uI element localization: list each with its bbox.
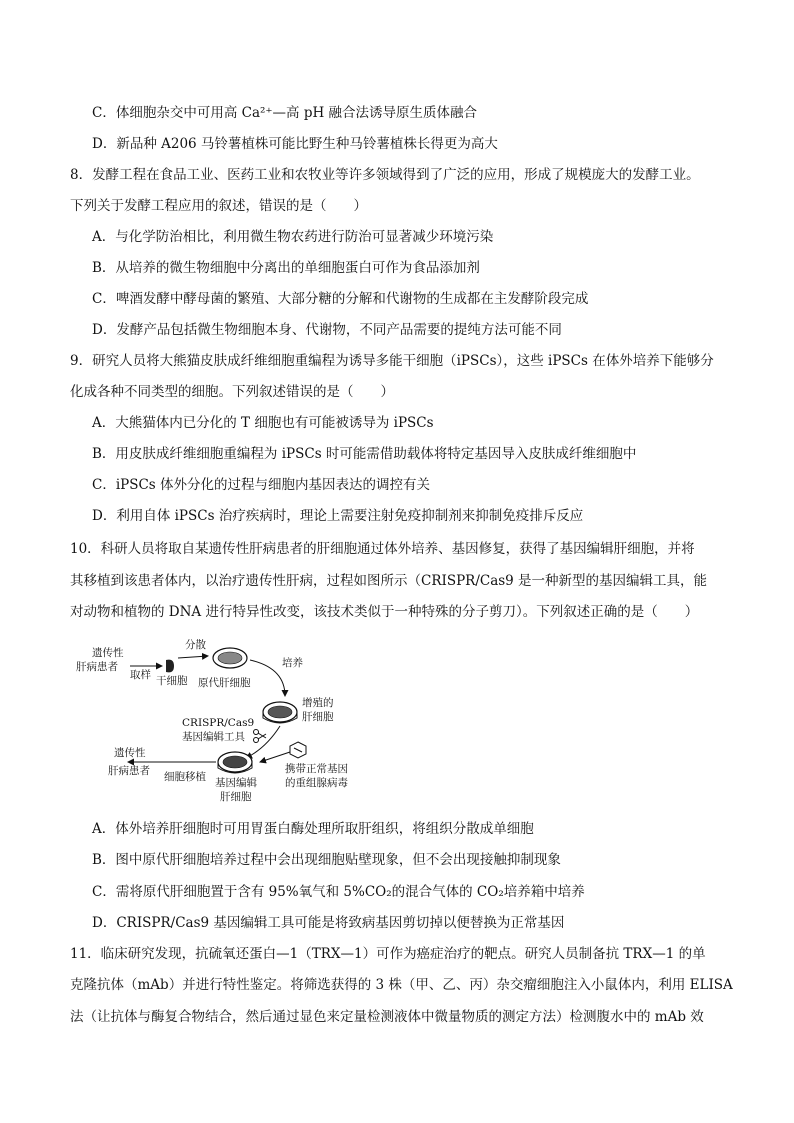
- label-patient-1a: 遗传性: [92, 647, 124, 659]
- label-culture: 培养: [282, 657, 303, 669]
- label-virus-b: 的重组腺病毒: [285, 777, 348, 789]
- label-patient-2b: 肝病患者: [108, 765, 150, 777]
- q7-option-c: C．体细胞杂交中可用高 Ca²⁺—高 pH 融合法诱导原生质体融合: [92, 105, 478, 121]
- q10-option-d: D．CRISPR/Cas9 基因编辑工具可能是将致病基因剪切掉以便替换为正常基因: [92, 915, 565, 931]
- label-proliferated-a: 增殖的: [302, 697, 334, 709]
- label-proliferated-b: 肝细胞: [302, 711, 334, 723]
- label-disperse: 分散: [185, 639, 206, 651]
- q8-option-a: A．与化学防治相比，利用微生物农药进行防治可显著减少环境污染: [92, 229, 494, 245]
- proliferated-cells-dish-icon: [263, 702, 297, 723]
- adenovirus-icon: [290, 742, 306, 758]
- q9-option-d: D．利用自体 iPSCs 治疗疾病时，理论上需要注射免疫抑制剂来抑制免疫排斥反应: [92, 508, 584, 524]
- q8-option-c: C．啤酒发酵中酵母菌的繁殖、大部分糖的分解和代谢物的生成都在主发酵阶段完成: [92, 291, 589, 307]
- q10-stem-line3: 对动物和植物的 DNA 进行特异性改变，该技术类似于一种特殊的分子剪刀）。下列叙述正确的是（ ）: [70, 604, 699, 620]
- q10-stem-line2: 其移植到该患者体内，以治疗遗传性肝病，过程如图所示（CRISPR/Cas9 是一种新型的基因编辑工具，能: [70, 573, 708, 589]
- label-patient-2a: 遗传性: [114, 747, 146, 759]
- scissors-icon: [254, 730, 267, 743]
- edited-cells-dish-icon: [218, 752, 252, 773]
- label-patient-1b: 肝病患者: [76, 661, 118, 673]
- label-crispr-b: 基因编辑工具: [182, 731, 245, 743]
- label-edited-b: 肝细胞: [220, 791, 252, 803]
- q9-option-c: C．iPSCs 体外分化的过程与细胞内基因表达的调控有关: [92, 477, 431, 493]
- q9-stem-line2: 化成各种不同类型的细胞。下列叙述错误的是（ ）: [70, 384, 394, 400]
- primary-culture-dish-icon: [213, 648, 247, 668]
- label-sample: 取样: [130, 669, 151, 681]
- q11-stem-line2: 克隆抗体（mAb）并进行特性鉴定。将筛选获得的 3 株（甲、乙、丙）杂交瘤细胞注入小鼠体内，利用 ELISA: [70, 977, 733, 993]
- q8-option-b: B．从培养的微生物细胞中分离出的单细胞蛋白可作为食品添加剂: [92, 260, 480, 276]
- q9-stem-line1: 9．研究人员将大熊猫皮肤成纤维细胞重编程为诱导多能干细胞（iPSCs），这些 iPSCs 在体外培养下能够分: [70, 353, 714, 369]
- q8-option-d: D．发酵产品包括微生物细胞本身、代谢物，不同产品需要的提纯方法可能不同: [92, 322, 562, 338]
- q7-option-d: D．新品种 A206 马铃薯植株可能比野生种马铃薯植株长得更为高大: [92, 136, 498, 152]
- q10-option-b: B．图中原代肝细胞培养过程中会出现细胞贴壁现象，但不会出现接触抑制现象: [92, 852, 561, 868]
- q8-stem-line2: 下列关于发酵工程应用的叙述，错误的是（ ）: [70, 198, 367, 214]
- liver-cell-gene-editing-diagram: [70, 628, 370, 808]
- q11-stem-line3: 法（让抗体与酶复合物结合，然后通过显色来定量检测液体中微量物质的测定方法）检测腹水中的 mAb 效: [70, 1009, 704, 1025]
- q9-option-a: A．大熊猫体内已分化的 T 细胞也有可能被诱导为 iPSCs: [92, 415, 434, 431]
- label-primary-cells: 原代肝细胞: [198, 677, 251, 689]
- q11-stem-line1: 11．临床研究发现，抗硫氧还蛋白—1（TRX—1）可作为癌症治疗的靶点。研究人员制备抗 TRX—1 的单: [70, 946, 706, 962]
- label-virus-a: 携带正常基因: [285, 763, 348, 775]
- label-edited-a: 基因编辑: [215, 777, 257, 789]
- q9-option-b: B．用皮肤成纤维细胞重编程为 iPSCs 时可能需借助载体将特定基因导入皮肤成纤维细胞中: [92, 446, 637, 462]
- label-crispr-a: CRISPR/Cas9: [182, 717, 255, 729]
- q10-stem-line1: 10．科研人员将取自某遗传性肝病患者的肝细胞通过体外培养、基因修复，获得了基因编辑肝细胞，并将: [70, 541, 695, 557]
- q10-option-a: A．体外培养肝细胞时可用胃蛋白酶处理所取肝组织，将组织分散成单细胞: [92, 821, 534, 837]
- label-transplant: 细胞移植: [164, 771, 206, 783]
- q8-stem-line1: 8．发酵工程在食品工业、医药工业和农牧业等许多领域得到了广泛的应用，形成了规模庞大的发酵工业。: [70, 167, 700, 183]
- q10-option-c: C．需将原代肝细胞置于含有 95%氧气和 5%CO₂的混合气体的 CO₂培养箱中培养: [92, 884, 585, 900]
- label-tissue: 干细胞: [156, 675, 188, 687]
- tissue-piece-icon: [166, 660, 174, 673]
